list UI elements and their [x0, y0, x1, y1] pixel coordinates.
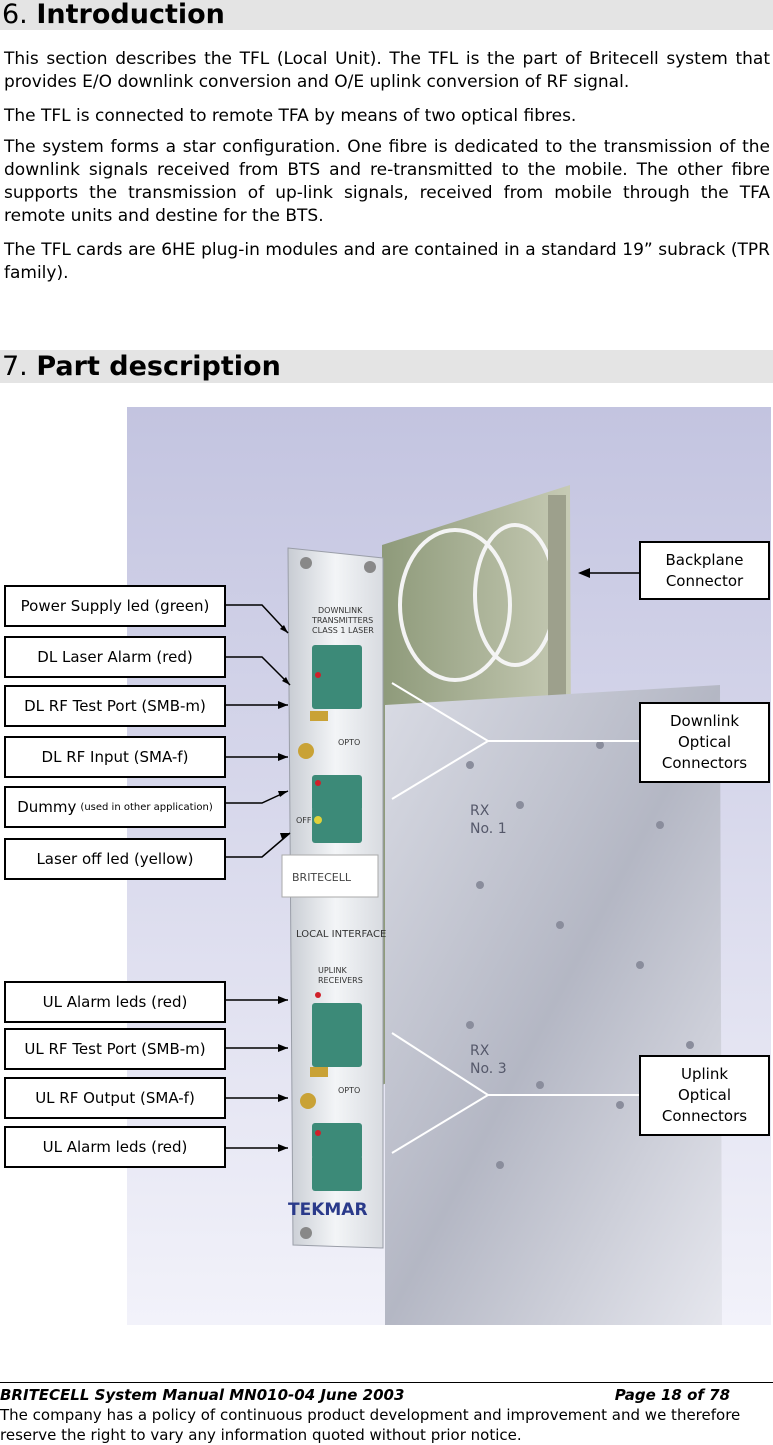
callout-text: DL Laser Alarm (red) — [37, 647, 193, 666]
callout-note: (used in other application) — [80, 801, 213, 813]
intro-paragraph-1: This section describes the TFL (Local Unit). The TFL is the part of Britecell system that provides E/O downlink conversion and O/E uplink conversion of RF signal. — [4, 49, 770, 92]
callout-text: Downlink — [669, 712, 740, 730]
callout-text: Laser off led (yellow) — [36, 849, 194, 868]
callout-dl-laser-alarm — [4, 636, 226, 678]
intro-paragraph-4: The TFL cards are 6HE plug-in modules and are contained in a standard 19” subrack (TPR family). — [4, 240, 770, 283]
callout-text: Backplane — [665, 550, 744, 569]
callout-power-supply-led — [4, 585, 226, 627]
panel-opto-label: OPTO — [338, 1086, 361, 1095]
intro-paragraph-2: The TFL is connected to remote TFA by means of two optical fibres. — [4, 106, 577, 126]
callout-downlink-optical-connectors — [639, 702, 770, 783]
callout-text: Optical — [678, 733, 731, 751]
footer-manual-title: BRITECELL System Manual MN010-04 June 2003 — [0, 1386, 405, 1404]
callout-text: UL RF Test Port (SMB-m) — [24, 1039, 206, 1058]
panel-screw — [300, 557, 312, 569]
callout-backplane-connector — [639, 541, 770, 600]
callout-ul-alarm-leds — [4, 981, 226, 1023]
laser-off-led — [314, 816, 322, 824]
footer-divider — [0, 1382, 773, 1383]
callout-uplink-optical-connectors — [639, 1055, 770, 1136]
callout-text: UL Alarm leds (red) — [42, 1137, 188, 1156]
section-number: 6. — [2, 0, 28, 30]
section-number: 7. — [2, 351, 28, 382]
callout-ul-alarm-leds-2 — [4, 1126, 226, 1168]
rx-label: No. 1 — [470, 821, 507, 837]
ul-rf-output-connector — [300, 1093, 316, 1109]
panel-dl-header: CLASS 1 LASER — [312, 626, 374, 635]
panel-off-label: OFF — [296, 816, 312, 825]
section-title: Introduction — [36, 0, 225, 30]
section-heading-introduction — [0, 0, 773, 30]
callout-dl-rf-test-port — [4, 685, 226, 727]
callout-laser-off-led — [4, 838, 226, 880]
rx-label: RX — [470, 803, 490, 819]
footer-header — [0, 1385, 730, 1405]
ul-alarm-led — [315, 1130, 321, 1136]
callout-text: Dummy — [17, 797, 77, 816]
callout-dl-rf-input — [4, 736, 226, 778]
ul-rf-test-port — [310, 1067, 328, 1077]
section-heading-part-description — [0, 350, 773, 383]
dl-rf-input-connector — [298, 743, 314, 759]
callout-text: Connectors — [661, 1107, 748, 1125]
ul-optical-connector — [312, 1155, 362, 1191]
callout-text: Connectors — [661, 754, 748, 772]
callout-dummy — [4, 786, 226, 828]
dummy-led — [315, 780, 321, 786]
callout-text: Uplink — [680, 1065, 729, 1083]
callout-ul-rf-test-port — [4, 1028, 226, 1070]
panel-screw — [364, 561, 376, 573]
ul-optical-connector — [312, 1031, 362, 1067]
dl-rf-test-port — [310, 711, 328, 721]
callout-text: DL RF Input (SMA-f) — [41, 747, 189, 766]
dl-laser-alarm-led — [315, 672, 321, 678]
callout-text: Power Supply led (green) — [20, 596, 210, 615]
dl-optical-connector — [312, 775, 362, 811]
callout-text: UL Alarm leds (red) — [42, 992, 188, 1011]
callout-text: UL RF Output (SMA-f) — [35, 1088, 195, 1107]
callout-text: Optical — [678, 1086, 731, 1104]
footer-notice: The company has a policy of continuous product development and improvement and we therefore reserve the right to vary any information quoted without prior notice. — [0, 1406, 741, 1444]
britecell-brand: BRITECELL — [292, 871, 351, 884]
tekmar-logo: TEKMAR — [288, 1200, 368, 1220]
ul-optical-connector — [312, 1123, 362, 1159]
ul-alarm-led — [315, 992, 321, 998]
panel-dl-header: DOWNLINK — [318, 606, 363, 615]
dl-optical-connector — [312, 807, 362, 843]
callout-text: DL RF Test Port (SMB-m) — [24, 696, 206, 715]
panel-dl-header: TRANSMITTERS — [312, 616, 374, 625]
callout-ul-rf-output — [4, 1077, 226, 1119]
dl-optical-connector — [312, 673, 362, 709]
rx-label: No. 3 — [470, 1061, 507, 1077]
panel-ul-header: RECEIVERS — [318, 976, 363, 985]
intro-paragraph-3: The system forms a star configuration. One fibre is dedicated to the transmission of the downlink signals received from BTS and re-transmitted to the mobile. The other fibre supports the transmission of up-link signals, received from mobile through the TFA remote units and destine for the BTS. — [4, 137, 770, 226]
part-description-figure — [0, 405, 773, 1327]
footer-page-number: Page 18 of 78 — [614, 1386, 730, 1404]
rx-label: RX — [470, 1043, 490, 1059]
callout-text: Connector — [665, 571, 744, 590]
panel-ul-header: UPLINK — [318, 966, 347, 975]
panel-screw — [300, 1227, 312, 1239]
section-title: Part description — [36, 351, 281, 382]
panel-local-interface: LOCAL INTERFACE — [296, 929, 387, 940]
panel-opto-label: OPTO — [338, 738, 361, 747]
